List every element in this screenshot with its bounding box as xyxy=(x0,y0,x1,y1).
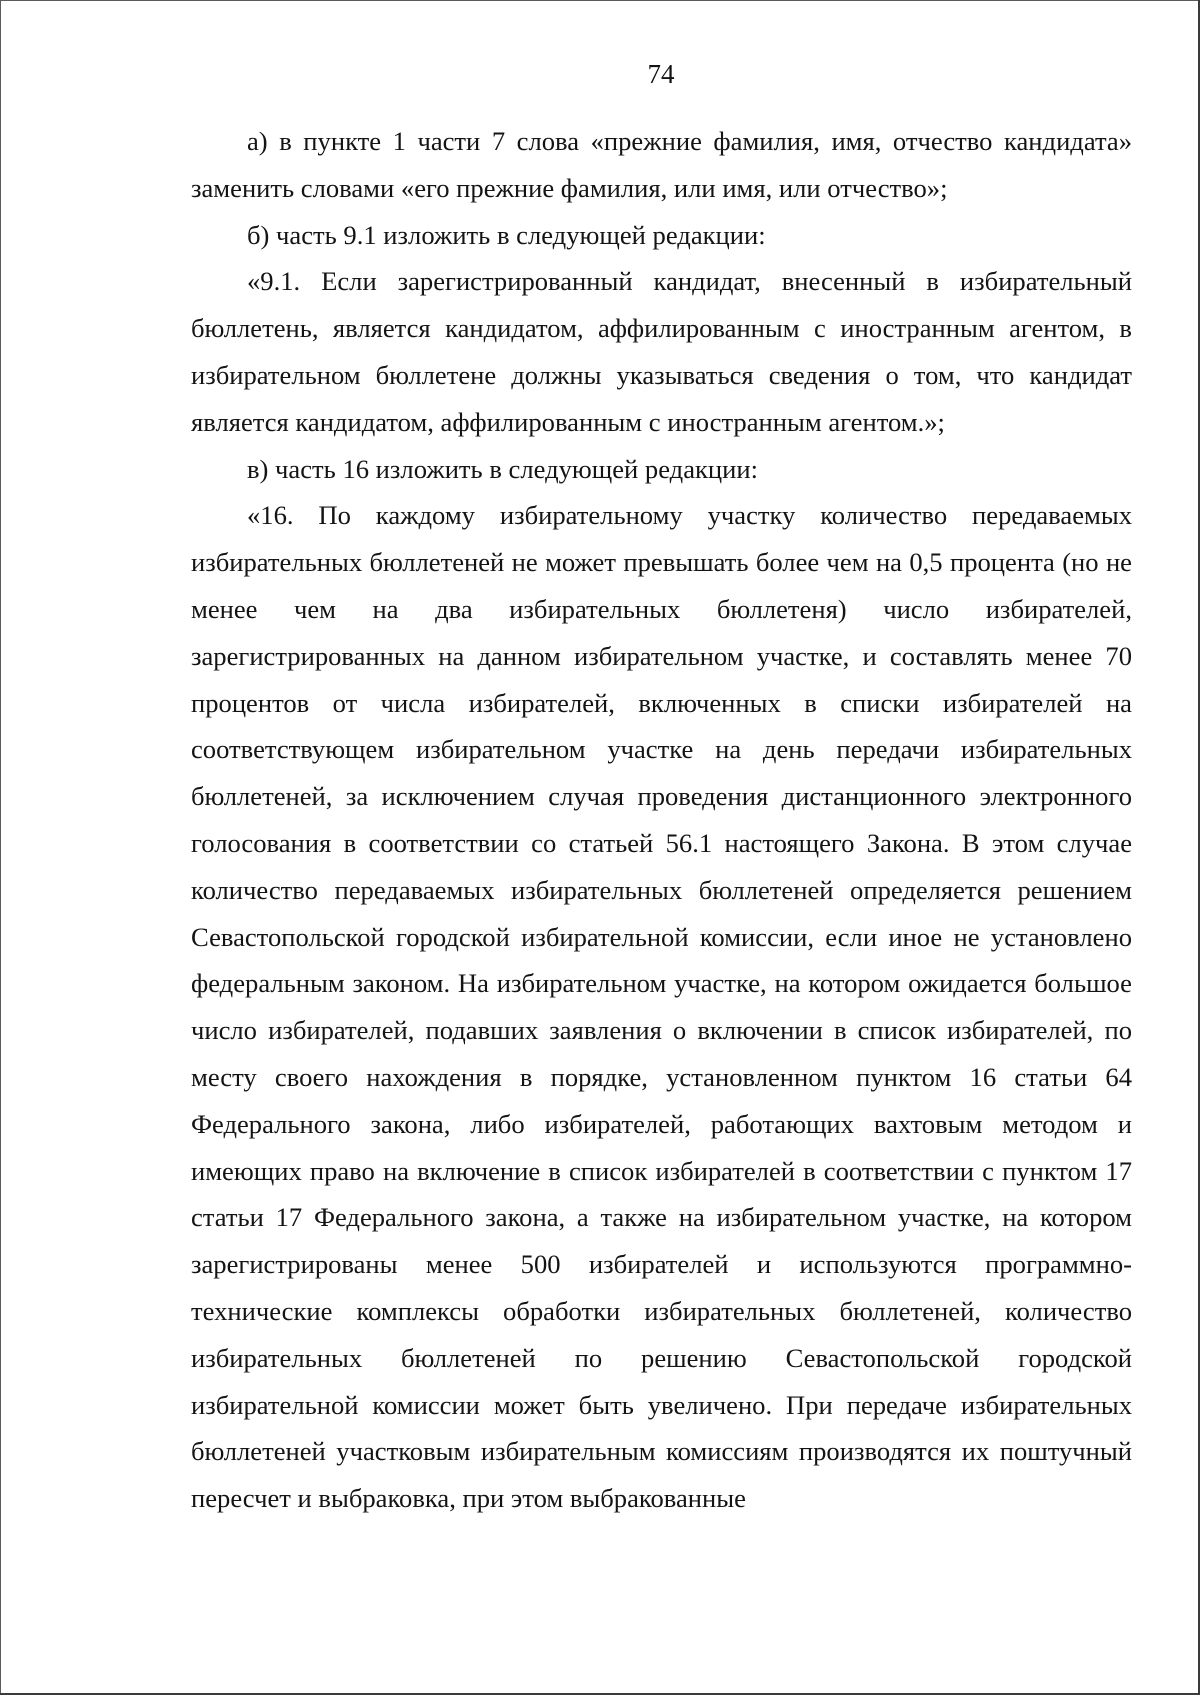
paragraph-amendment-b: б) часть 9.1 изложить в следующей редакции: xyxy=(247,219,766,250)
page-number: 74 xyxy=(647,59,675,89)
paragraph-amendment-a: а) в пункте 1 части 7 слова «прежние фамилия, имя, отчество кандидата» заменить словами «его прежние фамилия, или имя, или отчество»; xyxy=(191,126,1132,203)
document-body xyxy=(191,118,1132,1522)
paragraph-amendment-v: в) часть 16 изложить в следующей редакции: xyxy=(247,453,759,484)
paragraph-part-16: «16. По каждому избирательному участку количество передаваемых избирательных бюллетеней не может превышать более чем на 0,5 процента (но не менее чем на два избирательных бюллетеня) число избирателей, зарегистрированных на данном избирательном участке, и составлять менее 70 процентов от числа избирателей, включенных в списки избирателей на соответствующем избирательном участке на день передачи избирательных бюллетеней, за исключением случая проведения дистанционного электронного голосования в соответствии со статьей 56.1 настоящего Закона. В этом случае количество передаваемых избирательных бюллетеней определяется решением Севастопольской городской избирательной комиссии, если иное не установлено федеральным законом. На избирательном участке, на котором ожидается большое число избирателей, подавших заявления о включении в список избирателей, по месту своего нахождения в порядке, установленном пунктом 16 статьи 64 Федерального закона, либо избирателей, работающих вахтовым методом и имеющих право на включение в список избирателей в соответствии с пунктом 17 статьи 17 Федерального закона, а также на избирательном участке, на котором зарегистрированы менее 500 избирателей и используются программно-технические комплексы обработки избирательных бюллетеней, количество избирательных бюллетеней по решению Севастопольской городской избирательной комиссии может быть увеличено. При передаче избирательных бюллетеней участковым избирательным комиссиям производятся их поштучный пересчет и выбраковка, при этом выбракованные xyxy=(191,500,1132,1514)
paragraph-part-9-1: «9.1. Если зарегистрированный кандидат, внесенный в избирательный бюллетень, является кандидатом, аффилированным с иностранным агентом, в избирательном бюллетене должны указываться сведения о том, что кандидат является кандидатом, аффилированным с иностранным агентом.»; xyxy=(191,266,1132,437)
